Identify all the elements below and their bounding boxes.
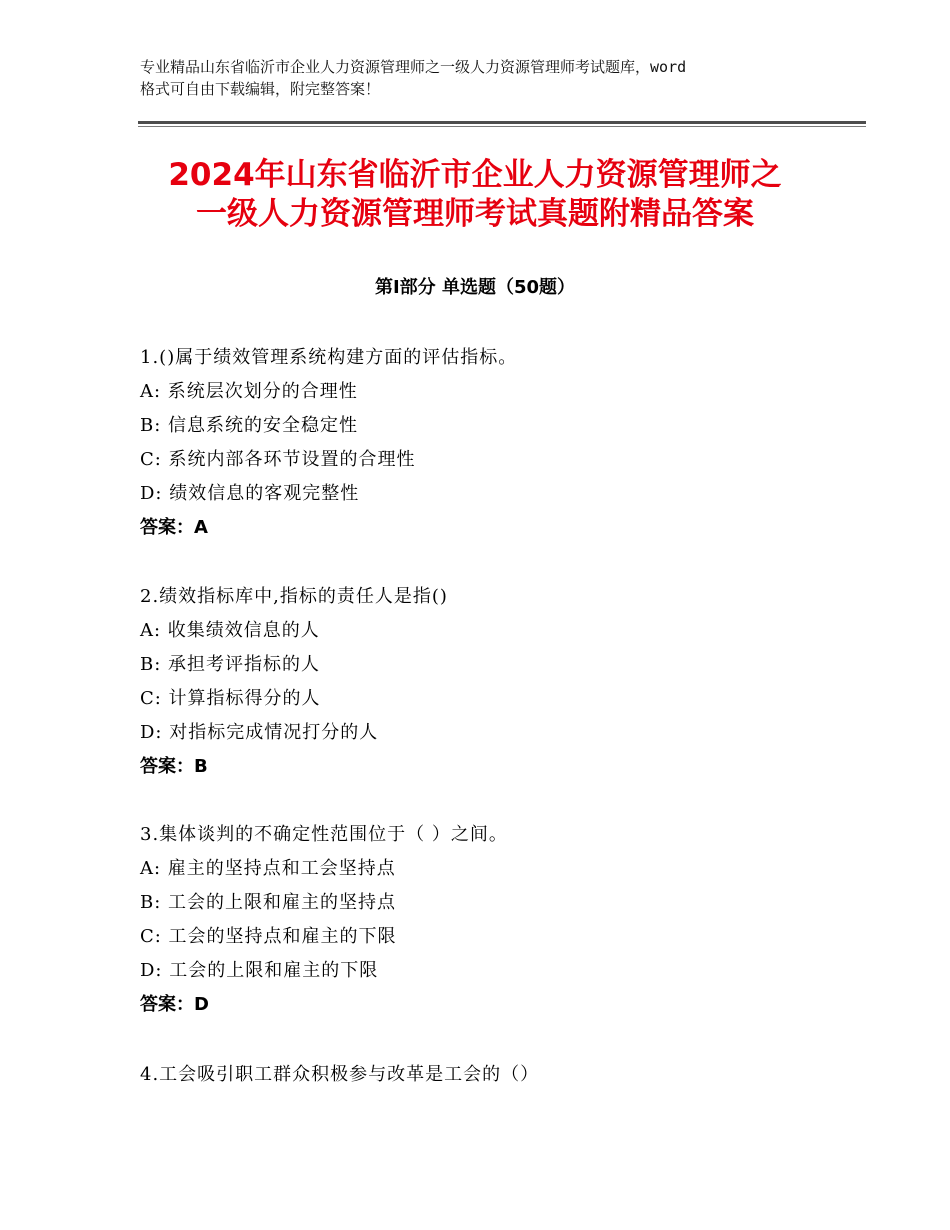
- option-b: B: 工会的上限和雇主的坚持点: [140, 892, 397, 913]
- option-d: D: 对指标完成情况打分的人: [140, 722, 379, 743]
- option-b: B: 信息系统的安全稳定性: [140, 415, 359, 436]
- option-c: C: 系统内部各环节设置的合理性: [140, 449, 416, 470]
- question-stem: 2.绩效指标库中,指标的责任人是指(): [140, 586, 448, 607]
- header-note: [140, 56, 840, 100]
- header-note-line-1: 专业精品山东省临沂市企业人力资源管理师之一级人力资源管理师考试题库，word: [140, 58, 687, 76]
- question-2: [140, 580, 860, 784]
- option-c: C: 工会的坚持点和雇主的下限: [140, 926, 397, 947]
- header-divider-thick: [138, 121, 866, 124]
- question-4: [140, 1058, 860, 1092]
- header-note-line-2: 格式可自由下载编辑，附完整答案！: [140, 80, 381, 98]
- document-title-line-2: 一级人力资源管理师考试真题附精品答案: [196, 196, 754, 232]
- question-stem: 1.()属于绩效管理系统构建方面的评估指标。: [140, 347, 518, 368]
- question-3: [140, 818, 860, 1022]
- answer-line: 答案：D: [140, 994, 209, 1015]
- header-divider-thin: [138, 126, 866, 127]
- question-stem: 4.工会吸引职工群众积极参与改革是工会的（）: [140, 1064, 540, 1085]
- answer-line: 答案：A: [140, 517, 208, 538]
- document-title-line-1: 2024年山东省临沂市企业人力资源管理师之: [168, 157, 782, 193]
- section-title: 第Ⅰ部分 单选题（50题）: [374, 277, 575, 298]
- option-b: B: 承担考评指标的人: [140, 654, 321, 675]
- option-d: D: 绩效信息的客观完整性: [140, 483, 360, 504]
- option-d: D: 工会的上限和雇主的下限: [140, 960, 379, 981]
- document-title: [80, 156, 870, 234]
- question-1: [140, 341, 860, 545]
- answer-line: 答案：B: [140, 756, 208, 777]
- question-stem: 3.集体谈判的不确定性范围位于（ ）之间。: [140, 824, 508, 845]
- option-a: A: 系统层次划分的合理性: [140, 381, 358, 402]
- option-c: C: 计算指标得分的人: [140, 688, 321, 709]
- option-a: A: 雇主的坚持点和工会坚持点: [140, 858, 396, 879]
- option-a: A: 收集绩效信息的人: [140, 620, 320, 641]
